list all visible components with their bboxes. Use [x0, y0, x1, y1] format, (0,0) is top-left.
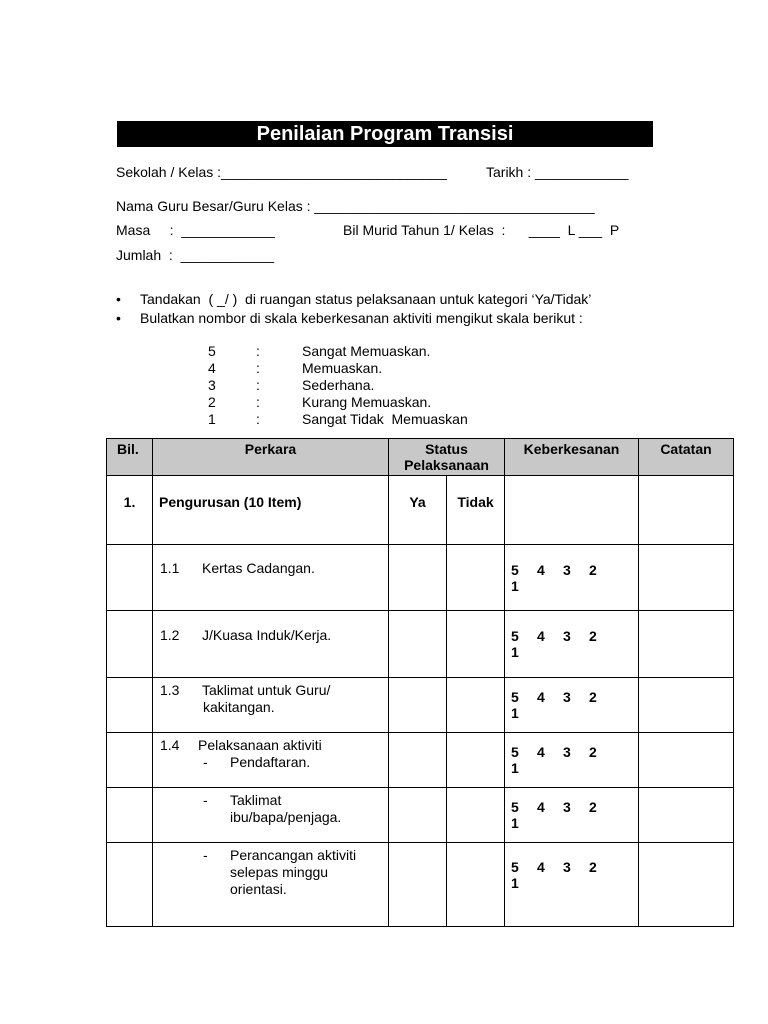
keberkesanan-cell — [505, 476, 639, 545]
scale-option[interactable]: 3 — [563, 744, 571, 760]
scale-option[interactable]: 1 — [511, 875, 519, 891]
section-number: 1. — [107, 476, 153, 545]
item-line — [160, 847, 388, 864]
scale-colon: : — [256, 360, 260, 376]
scale-option[interactable]: 1 — [511, 577, 519, 594]
section-row — [107, 476, 734, 545]
scale-option[interactable]: 2 — [589, 859, 597, 875]
item-text-cont: selepas minggu — [230, 864, 329, 880]
perkara-cell — [153, 545, 389, 611]
tidak-checkbox-cell[interactable] — [447, 843, 505, 927]
catatan-cell[interactable] — [639, 611, 734, 678]
ya-checkbox-cell[interactable] — [389, 733, 447, 788]
scale-option[interactable]: 2 — [589, 628, 597, 644]
bil-cell — [107, 843, 153, 927]
section-label: Pengurusan (10 Item) — [153, 476, 389, 545]
scale-option[interactable]: 5 — [511, 859, 519, 875]
scale-cell[interactable] — [505, 678, 639, 733]
scale-option[interactable]: 4 — [537, 799, 545, 815]
scale-colon: : — [256, 377, 260, 393]
scale-colon: : — [256, 394, 260, 410]
bil-cell — [107, 545, 153, 611]
catatan-cell[interactable] — [639, 476, 734, 545]
bil-cell — [107, 788, 153, 843]
tidak-checkbox-cell[interactable] — [447, 678, 505, 733]
dash-marker: - — [203, 847, 208, 863]
scale-option[interactable]: 3 — [563, 859, 571, 875]
item-subline — [160, 754, 388, 771]
header-status-line2: Pelaksanaan — [404, 457, 489, 473]
item-text: Pelaksanaan aktiviti — [198, 737, 322, 753]
scale-option[interactable]: 5 — [511, 799, 519, 815]
scale-num: 3 — [208, 377, 216, 393]
scale-option[interactable]: 3 — [563, 799, 571, 815]
tidak-checkbox-cell[interactable] — [447, 611, 505, 678]
perkara-cell — [153, 843, 389, 927]
ya-checkbox-cell[interactable] — [389, 788, 447, 843]
table-row — [107, 545, 734, 611]
perkara-cell — [153, 611, 389, 678]
scale-cell[interactable] — [505, 843, 639, 927]
instruction-item: • Tandakan ( _/ ) di ruangan status pelaksanaan untuk kategori ‘Ya/Tidak’ — [116, 290, 591, 309]
catatan-cell[interactable] — [639, 545, 734, 611]
item-text: Taklimat — [230, 792, 282, 808]
item-number: 1.3 — [160, 682, 180, 698]
ya-checkbox-cell[interactable] — [389, 843, 447, 927]
catatan-cell[interactable] — [639, 788, 734, 843]
scale-num: 5 — [208, 343, 216, 359]
scale-option[interactable]: 2 — [589, 689, 597, 705]
scale-option[interactable]: 2 — [589, 799, 597, 815]
scale-colon: : — [256, 411, 260, 427]
scale-num: 2 — [208, 394, 216, 410]
sekolah-field: Sekolah / Kelas :_____________________________ — [116, 164, 447, 180]
header-status-line1: Status — [425, 441, 468, 457]
header-perkara: Perkara — [153, 439, 389, 476]
document-title: Penilaian Program Transisi — [117, 121, 653, 147]
item-line — [160, 792, 388, 809]
perkara-cell — [153, 733, 389, 788]
item-number: 1.2 — [160, 627, 180, 643]
ya-label: Ya — [389, 476, 447, 545]
scale-option[interactable]: 5 — [511, 561, 519, 578]
scale-cell[interactable] — [505, 611, 639, 678]
item-text: Taklimat untuk Guru/ — [202, 682, 331, 698]
scale-option[interactable]: 2 — [589, 561, 597, 578]
jumlah-field: Jumlah : ____________ — [116, 247, 275, 263]
scale-num: 4 — [208, 360, 216, 376]
table-row — [107, 788, 734, 843]
scale-desc: Memuaskan. — [302, 360, 383, 376]
scale-cell[interactable] — [505, 788, 639, 843]
scale-option[interactable]: 4 — [537, 859, 545, 875]
scale-num: 1 — [208, 411, 216, 427]
perkara-cell — [153, 788, 389, 843]
bil-murid-field: Bil Murid Tahun 1/ Kelas : ____ L ___ P — [343, 222, 620, 238]
scale-option[interactable]: 3 — [563, 628, 571, 644]
item-text-cont: ibu/bapa/penjaga. — [230, 809, 342, 825]
scale-cell[interactable] — [505, 545, 639, 611]
item-text: J/Kuasa Induk/Kerja. — [202, 627, 332, 643]
dash-marker: - — [203, 792, 208, 808]
tidak-checkbox-cell[interactable] — [447, 545, 505, 611]
header-catatan: Catatan — [639, 439, 734, 476]
item-text: Perancangan aktiviti — [230, 847, 357, 863]
ya-checkbox-cell[interactable] — [389, 545, 447, 611]
dash-marker: - — [203, 754, 208, 770]
scale-option[interactable]: 4 — [537, 689, 545, 705]
item-text: Kertas Cadangan. — [202, 560, 315, 576]
scale-option[interactable]: 5 — [511, 689, 519, 705]
scale-desc: Kurang Memuaskan. — [302, 394, 432, 410]
perkara-cell — [153, 678, 389, 733]
header-keberkesanan: Keberkesanan — [505, 439, 639, 476]
table-row — [107, 678, 734, 733]
tidak-label: Tidak — [447, 476, 505, 545]
scale-option[interactable]: 2 — [589, 744, 597, 760]
scale-desc: Sangat Tidak Memuaskan — [302, 411, 468, 427]
scale-option[interactable]: 5 — [511, 628, 519, 644]
scale-desc: Sangat Memuaskan. — [302, 343, 431, 359]
catatan-cell[interactable] — [639, 733, 734, 788]
scale-option[interactable]: 5 — [511, 744, 519, 760]
assessment-table — [106, 438, 734, 927]
scale-option[interactable]: 1 — [511, 815, 519, 831]
scale-option[interactable]: 1 — [511, 644, 519, 660]
scale-colon: : — [256, 343, 260, 359]
table-row — [107, 611, 734, 678]
bil-cell — [107, 678, 153, 733]
item-number: 1.4 — [160, 737, 180, 753]
instruction-list — [116, 290, 591, 328]
instruction-item: • Bulatkan nombor di skala keberkesanan aktiviti mengikut skala berikut : — [116, 309, 591, 328]
ya-checkbox-cell[interactable] — [389, 678, 447, 733]
scale-cell[interactable] — [505, 733, 639, 788]
item-number: 1.1 — [160, 560, 180, 576]
header-status — [389, 439, 505, 476]
item-text-cont: Pendaftaran. — [230, 754, 311, 770]
scale-option[interactable]: 4 — [537, 628, 545, 644]
tarikh-field: Tarikh : ____________ — [486, 164, 629, 180]
item-text-cont: kakitangan. — [203, 699, 275, 715]
scale-option[interactable]: 1 — [511, 705, 519, 721]
item-text-cont: orientasi. — [230, 881, 287, 897]
table-row — [107, 843, 734, 927]
scale-option[interactable]: 4 — [537, 561, 545, 578]
scale-option[interactable]: 1 — [511, 760, 519, 776]
scale-option[interactable]: 3 — [563, 561, 571, 578]
tidak-checkbox-cell[interactable] — [447, 733, 505, 788]
table-row — [107, 733, 734, 788]
catatan-cell[interactable] — [639, 843, 734, 927]
guru-field: Nama Guru Besar/Guru Kelas : ____________________________________ — [116, 198, 595, 214]
masa-field: Masa : ____________ — [116, 222, 275, 238]
catatan-cell[interactable] — [639, 678, 734, 733]
scale-option[interactable]: 3 — [563, 689, 571, 705]
table-header-row — [107, 439, 734, 476]
ya-checkbox-cell[interactable] — [389, 611, 447, 678]
tidak-checkbox-cell[interactable] — [447, 788, 505, 843]
scale-option[interactable]: 4 — [537, 744, 545, 760]
bil-cell — [107, 611, 153, 678]
scale-desc: Sederhana. — [302, 377, 375, 393]
bil-cell — [107, 733, 153, 788]
header-bil: Bil. — [107, 439, 153, 476]
